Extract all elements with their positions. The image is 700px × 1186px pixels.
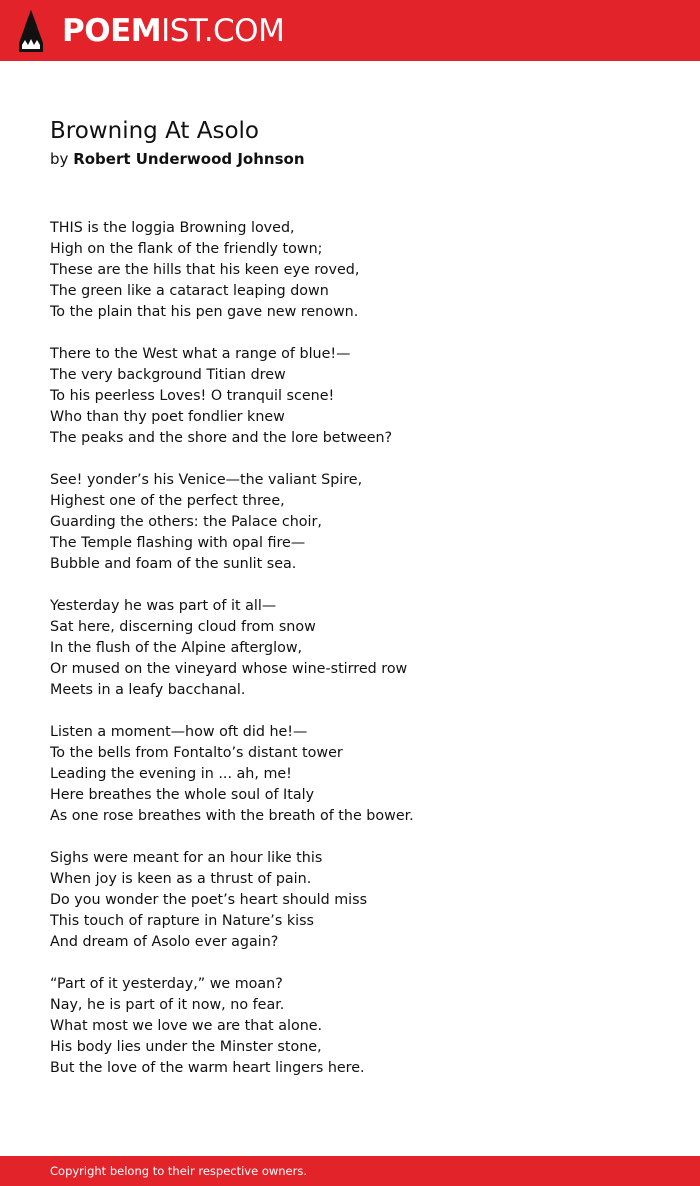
poem-line: To the plain that his pen gave new renown.: [50, 304, 359, 320]
logo-bold-text: POEM: [62, 13, 162, 49]
poem-line: Yesterday he was part of it all—: [50, 598, 277, 614]
poem-line: Meets in a leafy bacchanal.: [50, 682, 246, 698]
poem-body: [50, 218, 650, 1100]
poem-line: The Temple flashing with opal fire—: [50, 535, 306, 551]
poem-line: There to the West what a range of blue!—: [50, 346, 351, 362]
poem-line: Listen a moment—how oft did he!—: [50, 724, 308, 740]
poem-line: When joy is keen as a thrust of pain.: [50, 871, 312, 887]
poem-line: “Part of it yesterday,” we moan?: [50, 976, 283, 992]
stanza-6: [50, 848, 650, 953]
poem-line: Sighs were meant for an hour like this: [50, 850, 323, 866]
poem-line: Who than thy poet fondlier knew: [50, 409, 285, 425]
poem-line: Do you wonder the poet’s heart should miss: [50, 892, 368, 908]
poem-line: Or mused on the vineyard whose wine-stirred row: [50, 661, 408, 677]
copyright-notice: Copyright belong to their respective owners.: [50, 1164, 308, 1178]
poem-line: The very background Titian drew: [50, 367, 286, 383]
poem-line: But the love of the warm heart lingers here.: [50, 1060, 365, 1076]
stanza-4: [50, 596, 650, 701]
poem-author: Robert Underwood Johnson: [73, 150, 305, 168]
stanza-2: [50, 344, 650, 449]
poem-line: Guarding the others: the Palace choir,: [50, 514, 322, 530]
poem-title: Browning At Asolo: [50, 118, 259, 144]
poem-line: Leading the evening in ... ah, me!: [50, 766, 292, 782]
poem-line: In the flush of the Alpine afterglow,: [50, 640, 303, 656]
poem-line: To his peerless Loves! O tranquil scene!: [50, 388, 335, 404]
logo-light-text: IST.COM: [161, 13, 285, 49]
poem-line: His body lies under the Minster stone,: [50, 1039, 322, 1055]
poem-line: And dream of Asolo ever again?: [50, 934, 279, 950]
stanza-3: [50, 470, 650, 575]
stanza-1: [50, 218, 650, 323]
poem-line: Nay, he is part of it now, no fear.: [50, 997, 285, 1013]
poem-line: The peaks and the shore and the lore between?: [50, 430, 393, 446]
site-header: [0, 0, 700, 61]
poem-line: The green like a cataract leaping down: [50, 283, 329, 299]
poem-line: Sat here, discerning cloud from snow: [50, 619, 316, 635]
poem-line: What most we love we are that alone.: [50, 1018, 323, 1034]
by-label: by: [50, 150, 69, 168]
poem-line: See! yonder’s his Venice—the valiant Spire,: [50, 472, 363, 488]
poem-line: Highest one of the perfect three,: [50, 493, 285, 509]
poem-line: These are the hills that his keen eye roved,: [50, 262, 360, 278]
poem-byline: [50, 148, 305, 170]
pencil-logo-icon[interactable]: [17, 9, 45, 53]
poem-line: THIS is the loggia Browning loved,: [50, 220, 295, 236]
poem-line: To the bells from Fontalto’s distant tower: [50, 745, 343, 761]
poem-line: High on the flank of the friendly town;: [50, 241, 323, 257]
site-logo[interactable]: [62, 12, 284, 50]
poem-line: Bubble and foam of the sunlit sea.: [50, 556, 297, 572]
site-footer: [0, 1156, 700, 1186]
poem-line: Here breathes the whole soul of Italy: [50, 787, 315, 803]
stanza-7: [50, 974, 650, 1079]
stanza-5: [50, 722, 650, 827]
poem-line: As one rose breathes with the breath of the bower.: [50, 808, 414, 824]
poem-line: This touch of rapture in Nature’s kiss: [50, 913, 314, 929]
